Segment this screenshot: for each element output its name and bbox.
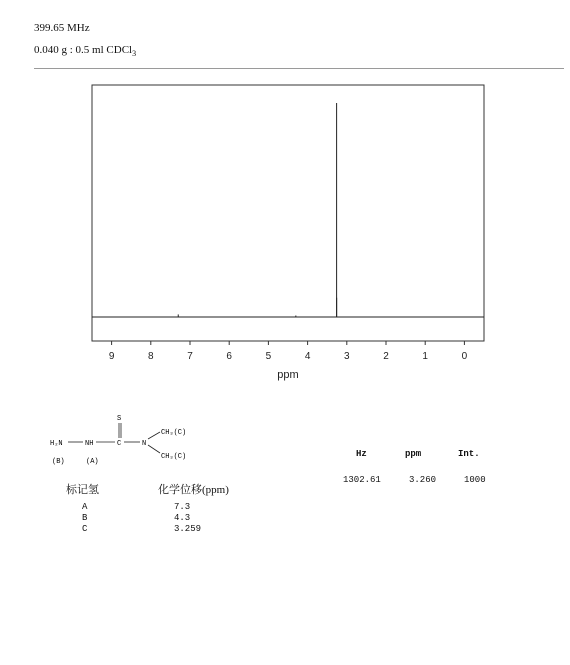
x-tick-label: 7 [187, 351, 193, 362]
assignment-row-label: A [82, 502, 88, 512]
label-a: (A) [86, 458, 99, 466]
peak-header-int: Int. [458, 449, 480, 459]
peak-cell-int: 1000 [464, 475, 486, 485]
peak-cell-hz: 1302.61 [343, 475, 381, 485]
spectrum-peaks [178, 103, 336, 317]
x-axis-label: ppm [277, 369, 299, 381]
assignment-row-label: C [82, 524, 88, 534]
peak-cell-ppm: 3.260 [409, 475, 437, 485]
bond-n-ch3-top [148, 432, 160, 439]
x-tick-label: 3 [344, 351, 350, 362]
x-tick-label: 5 [265, 351, 272, 362]
assignment-header-label: 标记氢 [66, 484, 99, 496]
x-axis-ticks [109, 341, 468, 362]
sample-text: 0.040 g : 0.5 ml CDCl [34, 44, 133, 56]
nitrogen-atom: N [142, 440, 147, 448]
x-tick-label: 4 [304, 351, 311, 362]
x-tick-label: 9 [108, 351, 115, 362]
methyl-bottom: CH₃(C) [161, 453, 187, 461]
assignment-row-shift: 7.3 [174, 502, 191, 512]
x-tick-label: 8 [148, 351, 154, 362]
amine-h2n: H₂N [50, 440, 63, 448]
assignment-row-label: B [82, 513, 88, 523]
methyl-top: CH₃(C) [161, 429, 187, 437]
assignment-row-shift: 3.259 [174, 524, 202, 534]
x-tick-label: 0 [461, 351, 468, 362]
bond-n-ch3-bottom [148, 445, 160, 453]
sample-subscript: 3 [132, 49, 137, 59]
sulfur-atom: S [117, 415, 122, 423]
carbon-atom: C [117, 440, 122, 448]
assignment-header-shift: 化学位移(ppm) [158, 484, 229, 496]
x-tick-label: 1 [422, 351, 428, 362]
plot-frame [92, 85, 484, 341]
amine-nh: NH [85, 440, 94, 448]
assignment-row-shift: 4.3 [174, 513, 191, 523]
x-tick-label: 6 [226, 351, 232, 362]
spectrometer-frequency: 399.65 MHz [34, 22, 90, 34]
peak-header-ppm: ppm [405, 449, 422, 459]
molecule-structure [40, 410, 240, 470]
label-b: (B) [52, 458, 65, 466]
peak-header-hz: Hz [356, 449, 367, 459]
x-tick-label: 2 [383, 351, 389, 362]
